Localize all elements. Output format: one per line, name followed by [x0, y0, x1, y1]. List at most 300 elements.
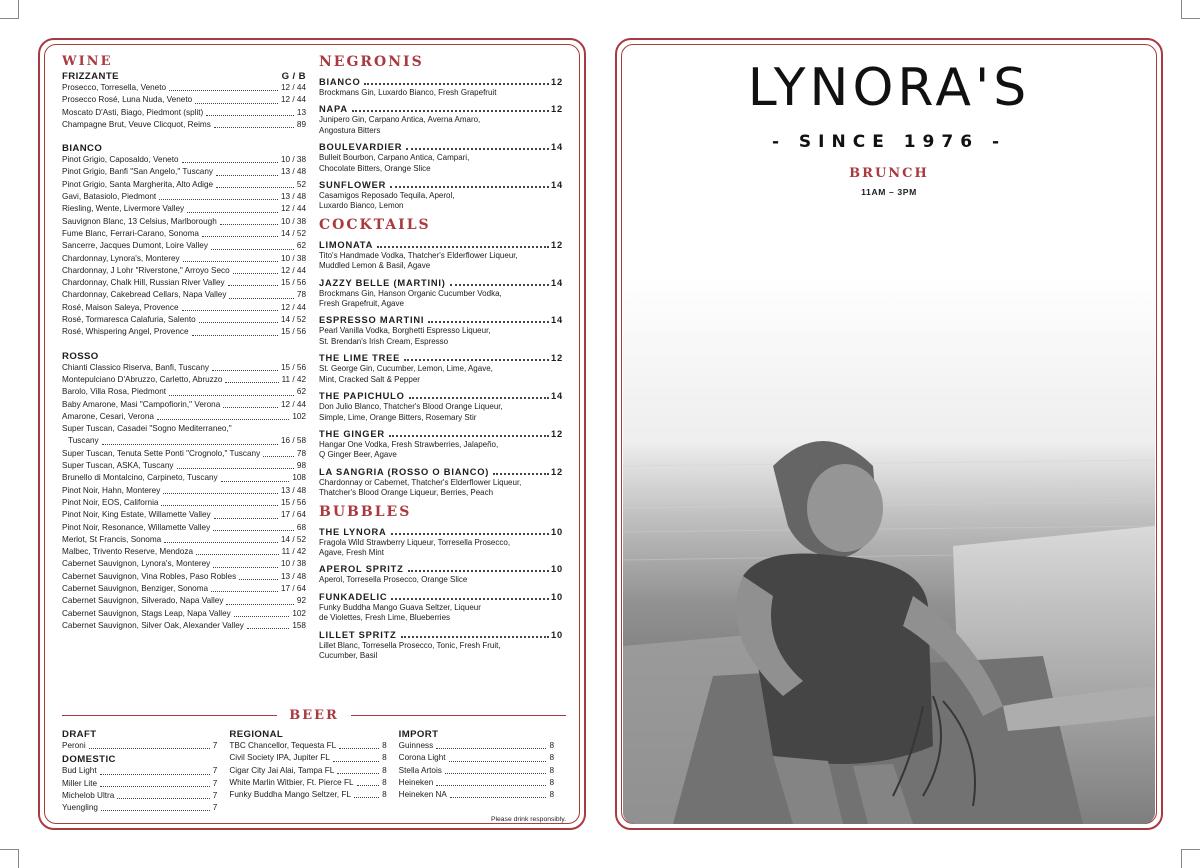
- item-price: 8: [382, 777, 387, 787]
- drink-name-row: [319, 277, 563, 289]
- dot-leader: [364, 76, 549, 85]
- item-price: 8: [382, 741, 387, 750]
- item-name: Chardonnay, Cakebread Cellars, Napa Valley: [62, 290, 227, 300]
- drink-name-row: [319, 239, 563, 251]
- dot-leader: [247, 620, 289, 629]
- item-price: 15 / 56: [280, 327, 306, 337]
- dot-leader: [391, 526, 549, 535]
- drink-name-row: [319, 591, 563, 603]
- drink-item: [319, 352, 563, 385]
- item-price: 15 / 56: [280, 497, 306, 507]
- item-name: Peroni: [62, 741, 86, 750]
- item-name: Prosecco, Torresella, Veneto: [62, 83, 167, 92]
- divider: [62, 715, 277, 716]
- drink-name-row: [319, 526, 563, 538]
- drink-description: Simple, Lime, Orange Bitters, Rosemary Stir: [319, 412, 477, 422]
- wine-title: WINE: [62, 54, 113, 69]
- dot-leader: [216, 179, 294, 188]
- menu-title: BRUNCH: [849, 166, 929, 181]
- wine-row: [62, 203, 306, 215]
- item-name: Barolo, Villa Rosa, Piedmont: [62, 387, 167, 397]
- dot-leader: [390, 179, 549, 188]
- frizzante-header: [62, 71, 306, 82]
- dot-leader: [206, 107, 294, 116]
- item-price: 14 / 52: [280, 228, 306, 238]
- beer-column: [229, 727, 386, 814]
- frizzante-label: FRIZZANTE: [62, 71, 119, 82]
- dot-leader: [220, 216, 278, 225]
- dot-leader: [233, 265, 278, 274]
- dot-leader: [117, 790, 209, 799]
- dot-leader: [449, 752, 547, 761]
- drink-description: Don Julio Blanco, Thatcher's Blood Orange Liqueur,: [319, 402, 503, 412]
- item-price: 8: [382, 765, 387, 775]
- beer-row: [229, 752, 386, 764]
- drink-name-row: [319, 629, 563, 641]
- dot-leader: [159, 191, 278, 200]
- item-name: Malbec, Trivento Reserve, Mendoza: [62, 547, 194, 557]
- dot-leader: [352, 103, 549, 112]
- beer-row: [62, 790, 217, 802]
- dot-leader: [177, 460, 294, 469]
- item-price: 10 / 38: [280, 216, 306, 226]
- drink-description: Mint, Cracked Salt & Pepper: [319, 374, 420, 384]
- dot-leader: [192, 326, 278, 335]
- drink-description: St. George Gin, Cucumber, Lemon, Lime, Agave,: [319, 364, 493, 374]
- item-price: 13 / 48: [280, 485, 306, 495]
- dot-leader: [401, 629, 550, 638]
- crop-mark: [0, 849, 19, 868]
- dot-leader: [428, 314, 549, 323]
- drink-price: 12: [551, 239, 563, 250]
- item-price: 10 / 38: [280, 559, 306, 569]
- wine-row: [62, 571, 306, 583]
- restaurant-logo: LYNORA'S: [747, 58, 1031, 118]
- item-price: 16 / 58: [280, 436, 306, 446]
- drink-description: Lillet Blanc, Torresella Prosecco, Tonic, Fresh Fruit,: [319, 640, 501, 650]
- dot-leader: [223, 399, 278, 408]
- beer-category: DOMESTIC: [62, 754, 116, 766]
- item-price: 8: [549, 765, 555, 775]
- item-name-cont: Tuscany: [68, 436, 99, 446]
- item-name: Brunello di Montalcino, Carpineto, Tuscany: [62, 473, 218, 483]
- item-name: Pinot Noir, EOS, California: [62, 497, 159, 507]
- item-name: Cabernet Sauvignon, Silver Oak, Alexander Valley: [62, 620, 244, 630]
- dot-leader: [211, 583, 278, 592]
- item-price: 8: [549, 790, 555, 800]
- item-name: Cabernet Sauvignon, Lynora's, Monterey: [62, 559, 211, 569]
- item-name: Riesling, Wente, Livermore Valley: [62, 204, 185, 214]
- wine-row: [62, 302, 306, 314]
- item-name: TBC Chancellor, Tequesta FL: [229, 741, 337, 750]
- item-price: 52: [296, 179, 306, 189]
- wine-row: [62, 522, 306, 534]
- drink-name: APEROL SPRITZ: [319, 564, 404, 575]
- item-name: Super Tuscan, ASKA, Tuscany: [62, 461, 174, 471]
- item-price: 108: [292, 473, 306, 483]
- menu-hours: 11AM – 3PM: [861, 187, 917, 197]
- item-name: Cabernet Sauvignon, Vina Robles, Paso Robles: [62, 571, 237, 581]
- dot-leader: [228, 277, 278, 286]
- wine-row: [62, 374, 306, 386]
- wine-row: [62, 82, 306, 94]
- since-tagline: - SINCE 1976 -: [771, 132, 1007, 152]
- wine-row: [62, 620, 306, 632]
- item-name: Funky Buddha Mango Seltzer, FL: [229, 790, 351, 800]
- item-name: Sauvignon Blanc, 13 Celsius, Marlborough: [62, 216, 217, 226]
- drink-item: [319, 277, 563, 310]
- wine-row: [62, 460, 306, 472]
- drink-description: Fragola Wild Strawberry Liqueur, Torresella Prosecco,: [319, 537, 511, 547]
- drink-description: Casamigos Reposado Tequila, Aperol,: [319, 191, 455, 201]
- wine-row: [62, 362, 306, 374]
- wine-row: [62, 289, 306, 301]
- drink-name: JAZZY BELLE (MARTINI): [319, 277, 446, 288]
- beer-row: [399, 740, 554, 752]
- drink-name: THE GINGER: [319, 428, 385, 439]
- item-price: 12 / 44: [280, 265, 306, 275]
- item-price: 7: [212, 766, 218, 776]
- drink-price: 10: [551, 526, 563, 537]
- item-price: 12 / 44: [280, 204, 306, 214]
- item-name: Bud Light: [62, 766, 97, 776]
- vintage-photo-illustration: [623, 276, 1155, 824]
- rosso-label: ROSSO: [62, 350, 99, 362]
- drink-name: THE PAPICHULO: [319, 391, 405, 402]
- item-name: Cabernet Sauvignon, Benziger, Sonoma: [62, 583, 209, 593]
- beer-title: BEER: [289, 708, 339, 723]
- wine-row: [62, 608, 306, 620]
- item-name: Heineken: [398, 777, 434, 787]
- beer-row: [399, 777, 554, 789]
- drink-description: Junipero Gin, Carpano Antica, Averna Amaro,: [319, 115, 481, 125]
- item-price: 62: [296, 241, 306, 251]
- dot-leader: [102, 435, 278, 444]
- drink-item: [319, 563, 563, 585]
- wine-row: [62, 326, 306, 338]
- wine-row: [62, 448, 306, 460]
- wine-row: [62, 277, 306, 289]
- drink-price: 14: [551, 180, 563, 191]
- dot-leader: [169, 82, 278, 91]
- drink-item: [319, 103, 563, 136]
- dot-leader: [100, 765, 210, 774]
- item-price: 7: [212, 803, 218, 813]
- drink-description: Cucumber, Basil: [319, 650, 378, 660]
- dot-leader: [195, 94, 278, 103]
- wine-row: [62, 191, 306, 203]
- drink-name: FUNKADELIC: [319, 591, 388, 602]
- item-price: 102: [292, 411, 306, 421]
- dot-leader: [212, 362, 278, 371]
- dot-leader: [182, 302, 278, 311]
- drink-name-row: [319, 179, 563, 191]
- dot-leader: [337, 765, 379, 774]
- wine-row: [62, 595, 306, 607]
- dot-leader: [161, 497, 277, 506]
- item-price: 102: [292, 608, 306, 618]
- drink-item: [319, 526, 563, 559]
- drink-name-row: [319, 428, 563, 440]
- item-price: 12 / 44: [280, 302, 306, 312]
- drink-description: Aperol, Torresella Prosecco, Orange Slice: [319, 575, 468, 585]
- dot-leader: [214, 509, 278, 518]
- menu-panel-drinks: [38, 38, 586, 830]
- beer-row: [62, 802, 217, 814]
- item-price: 89: [296, 119, 306, 129]
- item-price: 8: [382, 753, 387, 763]
- dot-leader: [354, 789, 379, 798]
- item-price: 12 / 44: [280, 83, 306, 92]
- dot-leader: [436, 740, 546, 749]
- wine-row: [62, 399, 306, 411]
- dot-leader: [450, 789, 547, 798]
- drink-description: Chocolate Bitters, Orange Slice: [319, 163, 431, 173]
- item-name: Guinness: [398, 741, 434, 750]
- item-price: 10 / 38: [280, 155, 306, 165]
- item-price: 68: [296, 522, 306, 532]
- item-name: Super Tuscan, Casadei "Sogno Mediterraneo,": [62, 424, 232, 434]
- beer-columns: [62, 727, 566, 814]
- menu-panel-cover: [615, 38, 1163, 830]
- bianco-label: BIANCO: [62, 143, 103, 155]
- item-price: 8: [549, 741, 555, 750]
- wine-row: [62, 558, 306, 570]
- item-name: Gavi, Batasiolo, Piedmont: [62, 192, 157, 202]
- drink-name: NAPA: [319, 104, 348, 115]
- wine-row: [62, 240, 306, 252]
- drink-name: SUNFLOWER: [319, 180, 387, 191]
- item-price: 98: [296, 461, 306, 471]
- item-name: Michelob Ultra: [62, 790, 115, 800]
- item-price: 13 / 48: [280, 167, 306, 177]
- dot-leader: [409, 390, 549, 399]
- dot-leader: [213, 558, 278, 567]
- drink-price: 12: [551, 77, 563, 87]
- drink-price: 12: [551, 353, 563, 364]
- drink-name-row: [319, 141, 563, 153]
- wine-row: [62, 228, 306, 240]
- item-price: 14 / 52: [280, 315, 306, 325]
- item-name: Rosé, Whispering Angel, Provence: [62, 327, 189, 337]
- wine-row: [62, 119, 306, 131]
- drink-item: [319, 466, 563, 499]
- dot-leader: [229, 289, 293, 298]
- bubbles-title: BUBBLES: [319, 503, 412, 520]
- item-name: Moscato D'Asti, Biago, Piedmont (split): [62, 107, 204, 117]
- drink-price: 14: [551, 391, 563, 402]
- dot-leader: [493, 466, 549, 475]
- dot-leader: [263, 448, 294, 457]
- drink-price: 10: [551, 591, 563, 602]
- drink-description: Agave, Fresh Mint: [319, 547, 384, 557]
- dot-leader: [213, 522, 294, 531]
- beer-column: [399, 727, 554, 814]
- drink-item: [319, 76, 563, 98]
- drink-price: 14: [551, 142, 563, 153]
- wine-row: [62, 497, 306, 509]
- wine-row: [62, 216, 306, 228]
- wine-row: [62, 485, 306, 497]
- divider: [351, 715, 566, 716]
- dot-leader: [214, 119, 294, 128]
- drink-name: THE LIME TREE: [319, 353, 401, 364]
- dot-leader: [389, 428, 549, 437]
- dot-leader: [163, 485, 278, 494]
- drink-description: Fresh Grapefruit, Agave: [319, 299, 404, 309]
- dot-leader: [450, 277, 549, 286]
- drink-price: 10: [551, 629, 563, 640]
- drink-description: Q Ginger Beer, Agave: [319, 450, 397, 460]
- item-name: Stella Artois: [398, 765, 442, 775]
- cocktail-column: [319, 54, 563, 666]
- drink-description: Muddled Lemon & Basil, Agave: [319, 261, 431, 271]
- item-price: 12 / 44: [280, 399, 306, 409]
- item-name: Fume Blanc, Ferrari-Carano, Sonoma: [62, 228, 199, 238]
- item-price: 62: [296, 387, 306, 397]
- item-name: Pinot Noir, King Estate, Willamette Valley: [62, 510, 211, 520]
- item-price: 13 / 48: [280, 571, 306, 581]
- drink-description: Brockmans Gin, Luxardo Bianco, Fresh Grapefruit: [319, 88, 497, 97]
- wine-row: [62, 253, 306, 265]
- item-name: Baby Amarone, Masi "Campofiorin," Verona: [62, 399, 221, 409]
- item-name: Rosé, Tormaresca Calafuria, Salento: [62, 315, 196, 325]
- item-price: 8: [382, 790, 387, 800]
- beer-row: [229, 789, 386, 801]
- drink-name: BIANCO: [319, 77, 361, 87]
- dot-leader: [157, 411, 289, 420]
- drink-price: 12: [551, 428, 563, 439]
- beer-row: [229, 740, 386, 752]
- item-name: Chardonnay, Lynora's, Monterey: [62, 253, 180, 263]
- wine-row: [62, 154, 306, 166]
- drink-item: [319, 428, 563, 461]
- cocktails-title: COCKTAILS: [319, 216, 431, 233]
- crop-mark: [0, 0, 19, 19]
- dot-leader: [101, 802, 210, 811]
- item-name: Sancerre, Jacques Dumont, Loire Valley: [62, 241, 208, 251]
- item-price: 13: [296, 107, 306, 117]
- dot-leader: [445, 765, 547, 774]
- item-name: Champagne Brut, Veuve Clicquot, Reims: [62, 119, 211, 129]
- dot-leader: [234, 608, 290, 617]
- dot-leader: [239, 571, 278, 580]
- item-name: Civil Society IPA, Jupiter FL: [229, 753, 330, 763]
- drink-description: Funky Buddha Mango Guava Seltzer, Liqueur: [319, 602, 481, 612]
- dot-leader: [100, 778, 210, 787]
- beer-row: [229, 777, 386, 789]
- drink-price: 14: [551, 277, 563, 288]
- wine-row: [62, 314, 306, 326]
- beer-category: IMPORT: [398, 729, 439, 740]
- crop-mark: [1181, 0, 1200, 19]
- drink-name: LIMONATA: [319, 239, 374, 250]
- beer-category: REGIONAL: [229, 729, 284, 740]
- dot-leader: [226, 595, 293, 604]
- drink-item: [319, 314, 563, 347]
- drink-name-row: [319, 76, 563, 88]
- drink-name-row: [319, 314, 563, 326]
- dot-leader: [196, 546, 279, 555]
- drink-name-row: [319, 466, 563, 478]
- dot-leader: [339, 740, 379, 749]
- dot-leader: [183, 253, 278, 262]
- dot-leader: [169, 386, 294, 395]
- vintage-photo: [623, 276, 1155, 824]
- item-name: Amarone, Cesari, Verona: [62, 411, 154, 421]
- drink-name-row: [319, 103, 563, 115]
- drink-item: [319, 629, 563, 662]
- crop-mark: [1181, 849, 1200, 868]
- drink-name: LA SANGRIA (ROSSO O BIANCO): [319, 466, 490, 477]
- drink-name: LILLET SPRITZ: [319, 629, 397, 640]
- drink-price: 10: [551, 564, 563, 575]
- beer-row: [229, 765, 386, 777]
- item-price: 78: [296, 290, 306, 300]
- item-name: Montepulciano D'Abruzzo, Carletto, Abruzzo: [62, 374, 223, 384]
- wine-section: [62, 54, 306, 632]
- spacer: [62, 131, 306, 141]
- drink-description: Pearl Vanilla Vodka, Borghetti Espresso Liqueur,: [319, 326, 491, 336]
- beer-row: [399, 789, 554, 801]
- dot-leader: [436, 777, 546, 786]
- drink-description: de Violettes, Fresh Lime, Blueberries: [319, 613, 451, 623]
- item-price: 7: [212, 790, 218, 800]
- item-price: 11 / 42: [281, 547, 306, 557]
- drink-description: Tito's Handmade Vodka, Thatcher's Elderflower Liqueur,: [319, 250, 518, 260]
- item-name: Pinot Grigio, Santa Margherita, Alto Adige: [62, 179, 214, 189]
- wine-row: [62, 179, 306, 191]
- dot-leader: [199, 314, 278, 323]
- negronis-title: NEGRONIS: [319, 54, 424, 70]
- beer-row: [62, 765, 217, 777]
- dot-leader: [202, 228, 278, 237]
- wine-row: [62, 411, 306, 423]
- wine-row: [62, 107, 306, 119]
- dot-leader: [357, 777, 380, 786]
- wine-row: [62, 546, 306, 558]
- dot-leader: [391, 591, 549, 600]
- item-price: 78: [296, 448, 306, 458]
- item-name: Miller Lite: [62, 778, 98, 788]
- glass-bottle-label: G / B: [281, 71, 306, 82]
- item-name: Chianti Classico Riserva, Banfi, Tuscany: [62, 362, 209, 372]
- item-name: Cigar City Jai Alai, Tampa FL: [229, 765, 335, 775]
- item-name: Chardonnay, Chalk Hill, Russian River Valley: [62, 278, 225, 288]
- dot-leader: [216, 166, 278, 175]
- wine-row: [62, 509, 306, 521]
- dot-leader: [404, 352, 549, 361]
- wine-row: [62, 94, 306, 106]
- drink-description: Brockmans Gin, Hanson Organic Cucumber Vodka,: [319, 288, 502, 298]
- dot-leader: [377, 239, 549, 248]
- beer-column: [62, 727, 217, 814]
- item-name: White Marlin Witbier, Ft. Pierce FL: [229, 777, 354, 787]
- item-price: 17 / 64: [280, 583, 306, 593]
- item-name: Pinot Grigio, Caposaldo, Veneto: [62, 155, 179, 165]
- beer-header: [62, 708, 566, 723]
- dot-leader: [333, 752, 379, 761]
- drink-name-row: [319, 390, 563, 402]
- spacer: [62, 339, 306, 349]
- item-name: Super Tuscan, Tenuta Sette Ponti "Crognolo," Tuscany: [62, 448, 261, 458]
- wine-row: [62, 472, 306, 484]
- item-name: Yuengling: [62, 803, 98, 813]
- drink-name-row: [319, 352, 563, 364]
- item-name: Prosecco Rosé, Luna Nuda, Veneto: [62, 95, 193, 105]
- drink-description: Hangar One Vodka, Fresh Strawberries, Jalapeño,: [319, 439, 499, 449]
- item-price: 13 / 48: [280, 192, 306, 202]
